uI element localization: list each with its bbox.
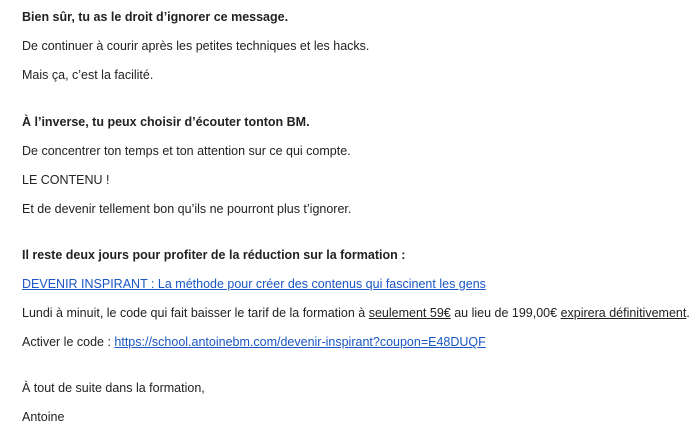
signature: Antoine (22, 410, 65, 424)
expire-highlight: expirera définitivement (560, 306, 687, 320)
activate-label: Activer le code : (22, 335, 115, 349)
paragraph-devenir: Et de devenir tellement bon qu’ils ne pourront plus t’ignorer. (22, 202, 352, 216)
paragraph-closing: À tout de suite dans la formation, (22, 381, 205, 395)
paragraph-inverse: À l’inverse, tu peux choisir d’écouter tonton BM. (22, 115, 310, 129)
price-highlight: seulement 59€ (368, 306, 451, 320)
paragraph-techniques: De continuer à courir après les petites techniques et les hacks. (22, 39, 370, 53)
paragraph-intro: Bien sûr, tu as le droit d’ignorer ce message. (22, 10, 289, 24)
price-text-3: . (686, 306, 690, 320)
paragraph-contenu: LE CONTENU ! (22, 173, 110, 187)
paragraph-reduction: Il reste deux jours pour profiter de la réduction sur la formation : (22, 248, 406, 262)
paragraph-concentrer: De concentrer ton temps et ton attention sur ce qui compte. (22, 144, 351, 158)
paragraph-facilite: Mais ça, c’est la facilité. (22, 68, 154, 82)
price-text-2: au lieu de 199,00€ (450, 306, 561, 320)
course-link[interactable]: DEVENIR INSPIRANT : La méthode pour créer des contenus qui fascinent les gens (22, 277, 486, 291)
paragraph-price (22, 305, 690, 321)
price-text-1: Lundi à minuit, le code qui fait baisser le tarif de la formation à (22, 306, 369, 320)
coupon-link[interactable]: https://school.antoinebm.com/devenir-inspirant?coupon=E48DUQF (114, 335, 486, 349)
paragraph-activate (22, 334, 486, 350)
